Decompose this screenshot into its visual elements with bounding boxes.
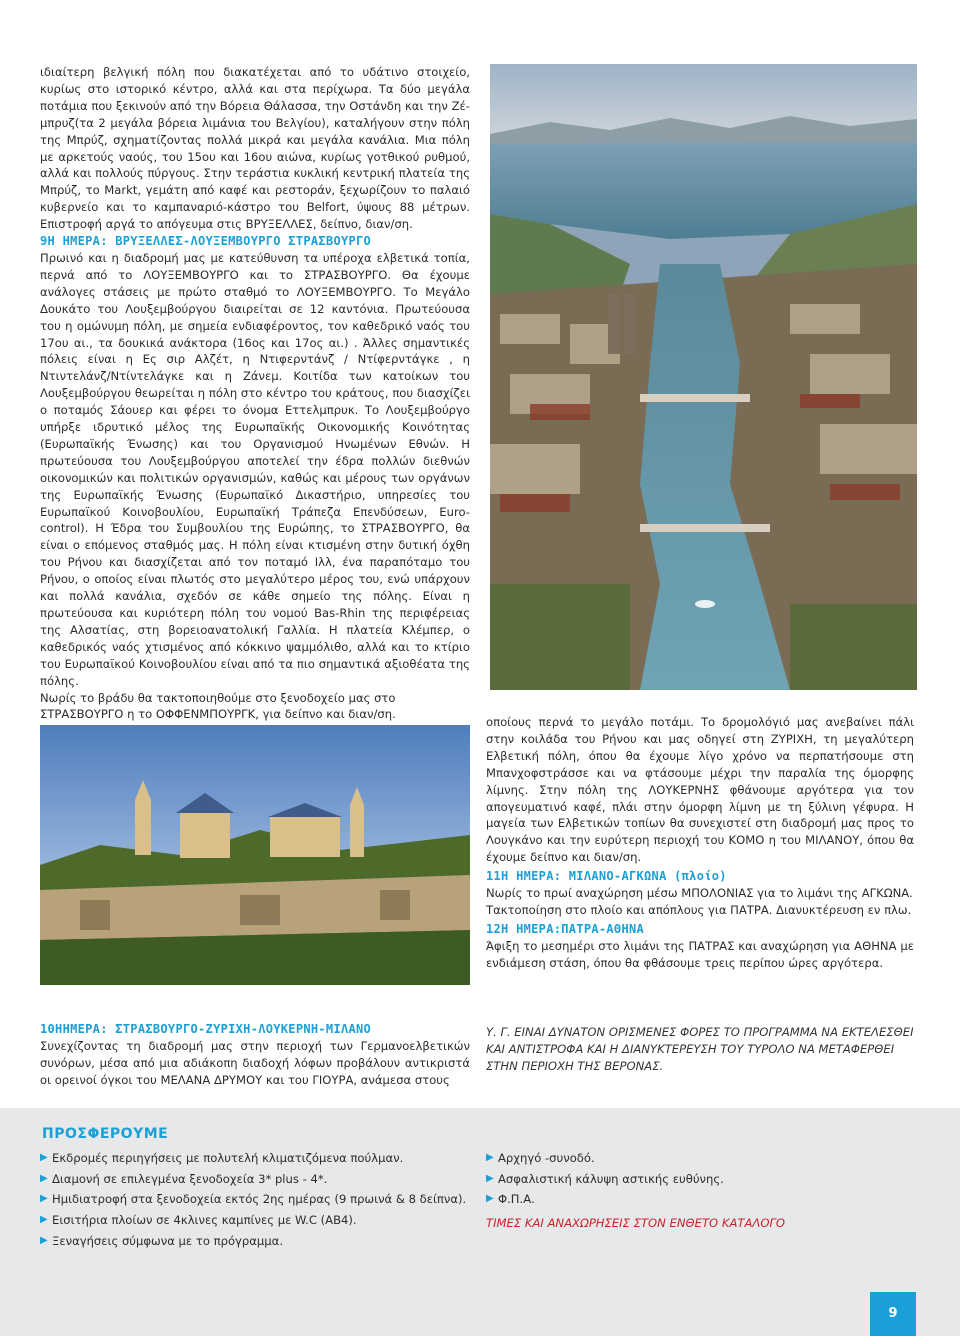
triangle-right-icon: ▶	[486, 1193, 494, 1205]
offer-item: ▶ Φ.Π.Α.	[486, 1189, 724, 1210]
triangle-right-icon: ▶	[486, 1152, 494, 1163]
triangle-right-icon: ▶	[40, 1234, 48, 1246]
prices-note: ΤΙΜΕΣ ΚΑΙ ΑΝΑΧΩΡΗΣΕΙΣ ΣΤΟΝ ΕΝΘΕΤΟ ΚΑΤΑΛΟΓΟ	[486, 1216, 786, 1230]
zurich-paragraph: οποίους περνά το μεγάλο ποτάμι. Το δρομολόγιό μας ανεβαίνει πάλι στην κοιλάδα του Ρήνου και μας οδηγεί στη ΖΥΡΙΧΗ, τη μεγαλύτερη Ελβετική πόλη, όπου θα έχουμε λίγο χρόνο να περπατήσουμε στη Μπανχοφστράσσε και να φτάσουμε μέχρι την παραλία της όμορφης λίμνης. Στην πόλη της ΛΟΥΚΕΡΝΗΣ φθάνουμε αργότερα για τον απογευματινό καφέ, πλάι στην όμορφη λίμνη με τη ξύλινη γέφυρα. Η μαγεία των Ελβετικών τοπίων θα συνεχιστεί στη διαδρομή μας προς το Λουγκάνο και την ευρύτερη περιοχή του ΚΟΜΟ η του ΜΙΛΑΝΟΥ, όπου θα έχουμε δείπνο και διαν/ση.	[486, 715, 914, 865]
triangle-right-icon: ▶	[40, 1214, 48, 1226]
offer-item: ▶ Ημιδιατροφή στα ξενοδοχεία εκτός 2ης ημέρας (9 πρωινά & 8 δείπνα).	[40, 1189, 466, 1210]
offer-list-right	[486, 1148, 724, 1210]
offer-item: ▶ Εισιτήρια πλοίων σε 4κλινες καμπίνες με W.C (AB4).	[40, 1210, 466, 1231]
triangle-right-icon: ▶	[486, 1172, 494, 1184]
right-column-text	[486, 714, 914, 972]
zurich-photo	[490, 64, 917, 690]
triangle-right-icon: ▶	[40, 1193, 48, 1205]
offer-box	[0, 1108, 960, 1336]
day11-text: Νωρίς το πρωί αναχώρηση μέσω ΜΠΟΛΟΝΙΑΣ για το λιμάνι της ΑΓΚΩΝΑ. Τακτοποίηση στο πλοίο και απόπλους για ΠΑΤΡΑ. Διανυκτέρευση εν πλω.	[486, 886, 913, 917]
day12-heading: 12Η ΗΜΕΡΑ:ΠΑΤΡΑ-ΑΘΗΝΑ	[486, 921, 645, 936]
day12-text: Άφιξη το μεσημέρι στο λιμάνι της ΠΑΤΡΑΣ και αναχώρηση για ΑΘΗΝΑ με ενδιάμεση στάση, όπου θα φθάσουμε τρεις περίπου ώρες αργότερα.	[486, 938, 914, 970]
offer-item: ▶ Αρχηγό -συνοδό.	[486, 1148, 724, 1169]
page-number: 9	[870, 1292, 916, 1336]
triangle-right-icon: ▶	[40, 1152, 48, 1163]
day9-end-text: Νωρίς το βράδυ θα τακτοποιηθούμε στο ξενοδοχείο μας στο ΣΤΡΑΣΒΟΥΡΓΟ η το ΟΦΦΕΝΜΠΟΥΡΓΚ, για δείπνο και διαν/ση.	[40, 690, 396, 722]
luxembourg-photo	[40, 725, 470, 985]
day11-heading: 11Η ΗΜΕΡΑ: ΜΙΛΑΝΟ-ΑΓΚΩΝΑ (πλοίο)	[486, 869, 727, 884]
day9-heading: 9Η ΗΜΕΡΑ: ΒΡΥΞΕΛΛΕΣ-ΛΟΥΞΕΜΒΟΥΡΓΟ ΣΤΡΑΣΒΟΥΡΓΟ	[40, 234, 372, 249]
offer-title: ΠΡΟΣΦΕΡΟΥΜΕ	[42, 1126, 169, 1142]
day9-text: Πρωινό και η διαδρομή μας με κατεύθυνση τα υπέροχα ελβετικά τοπία, περνά από το ΛΟΥΞΕΜΒΟΥΡΓΟ και το ΣΤΡΑΣΒΟΥΡΓΟ. Θα έχουμε ανάλογες στάσεις με πρώτο σταθμό το ΛΟΥΞΕΜΒΟΥΡΓΟ. Το Μεγάλο Δουκάτο του Λουξεμβούργου διαιρείται σε 12 καντόνια. Πρωτεύουσα του η ομώνυμη πόλη, με σημεία ενδιαφέροντος, τον καθεδρικό ναός του 17ου αι., τα δουκικά ανάκτορα (16ος και 17ος αι.) . Άλλες σημαντικές πόλεις είναι η Ες σιρ Αλζέτ, η Ντιφερντάνζ / Ντίφερντάγκε , η Ντιντελάνζ/Ντίντελάγκε και η Ζάνεμ. Κοιτίδα των κατοίκων του Λουξεμβούργου θεωρείται η πόλη στο κέντρο του κράτους, που διασχίζει ο ποταμός Σάουερ και φέρει το όνομα Εττελμπρυκ. Το Λουξεμβούργο υπήρξε ιδρυτικό μέλος της Ευρωπαϊκής Οικονομικής Κοινότητας (Ευρωπαϊκής Ένωσης) και του Οργανισμού Ηνωμένων Εθνών. Η πρωτεύουσα του Λουξεμβούργου αποτελεί την έδρα πολλών διεθνών οικονομικών και πολιτικών οργανισμών, καθώς και μέρους των οργάνων της Ευρωπαϊκής Ένωσης (Ευρωπαϊκό Δικαστήριο, υπηρεσίες του Ευρωπαϊκού Κοινοβουλίου, Ευρωπαϊκή Τράπεζα Επενδύσεων, Euro-control). Η Έδρα του Συμβουλίου της Ευρώπης, το ΣΤΡΑΣΒΟΥΡΓΟ, θα είναι ο επόμενος σταθμός μας. Η πόλη είναι κτισμένη στην δυτική όχθη του Ρήνου και διασχίζεται από τον ποταμό Ιλλ, ένα παραπόταμο του Ρήνου, ο οποίος είναι πλωτός στο μεγαλύτερο μέρος του, ενώ υπάρχουν και πολλά κανάλια, σχεδόν σε κάθε σημείο της πόλης. Είναι η πρωτεύουσα και κυριότερη πόλη του νομού Bas-Rhin της περιφέρειας της Αλσατίας, στη βορειοανατολική Γαλλία. Η πλατεία Κλέμπερ, ο καθεδρικός ναός χτισμένος από κόκκινο ψαμμόλιθο, αλλά και το κτίριο του Ευρωπαϊκού Κοινοβουλίου είναι από τα πιο σημαντικά αξιοθέατα της πόλης.	[40, 250, 470, 688]
offer-item: ▶ Ασφαλιστική κάλυψη αστικής ευθύνης.	[486, 1169, 724, 1190]
left-column-text	[40, 64, 470, 723]
offer-list-left	[40, 1148, 466, 1252]
offer-item: ▶ Ξεναγήσεις σύμφωνα με το πρόγραμμα.	[40, 1231, 466, 1252]
bruges-paragraph: ιδιαίτερη βελγική πόλη που διακατέχεται από το υδάτινο στοιχείο, κυρίως στο ιστορικό κέντρο, αλλά και στα περίχωρα. Τα δύο μεγάλα ποτάμια που ξεκινούν από την Βόρεια Θάλασσα, την Οστάνδη και την Ζέ-μπρυζ(τα 2 μεγάλα βόρεια λιμάνια του Βελγίου), καταλήγουν στην πόλη της Μπρύζ, σχηματίζοντας πολλά μικρά και μεγάλα κανάλια. Μια πόλη με αρκετούς ναούς, του 15ου και 16ου αιώνα, κυρίως γοτθικού ρυθμού, αλλά και πολλούς πύργους. Στην τεράστια κυκλική κεντρική πλατεία της Μπρύζ, το Markt, γεμάτη από καφέ και ρεστοράν, ξεχωρίζουν το παλαιό κυβερνείο και το καμπαναριό-κάστρο του Belfort, ύψους 88 μέτρων. Επιστροφή αργά το απόγευμα στις ΒΡΥΞΕΛΛΕΣ, δείπνο, διαν/ση.	[40, 65, 470, 232]
day10-block	[40, 1021, 470, 1089]
day10-heading: 10ΗΗΜΕΡΑ: ΣΤΡΑΣΒΟΥΡΓΟ-ΖΥΡΙΧΗ-ΛΟΥΚΕΡΝΗ-ΜΙΛΑΝΟ	[40, 1022, 372, 1036]
offer-item: ▶ Διαμονή σε επιλεγμένα ξενοδοχεία 3* plus - 4*.	[40, 1169, 466, 1190]
triangle-right-icon: ▶	[40, 1172, 48, 1184]
program-note: Υ. Γ. ΕΙΝΑΙ ΔΥΝΑΤΟΝ ΟΡΙΣΜΕΝΕΣ ΦΟΡΕΣ ΤΟ ΠΡΟΓΡΑΜΜΑ ΝΑ ΕΚΤΕΛΕΣΘΕΙ ΚΑΙ ΑΝΤΙΣΤΡΟΦΑ ΚΑΙ Η ΔΙΑΝΥΚΤΕΡΕΥΣΗ ΤΟΥ ΤΥΡΟΛΟ ΝΑ ΜΕΤΑΦΕΡΘΕΙ ΣΤΗΝ ΠΕΡΙΟΧΗ ΤΗΣ ΒΕΡΟΝΑΣ.	[486, 1025, 914, 1073]
offer-item: ▶ Εκδρομές περιηγήσεις με πολυτελή κλιματιζόμενα πούλμαν.	[40, 1148, 466, 1169]
day10-text: Συνεχίζοντας τη διαδρομή μας στην περιοχή των Γερμανοελβετικών συνόρων, μέσα από μια αδιάκοπη διαδοχή λόφων προβάλουν αντικριστά οι ορεινοί όγκοι του ΜΕΛΑΝΑ ΔΡΥΜΟΥ και του ΓΙΟΥΡΑ, ανάμεσα στους	[40, 1038, 470, 1087]
